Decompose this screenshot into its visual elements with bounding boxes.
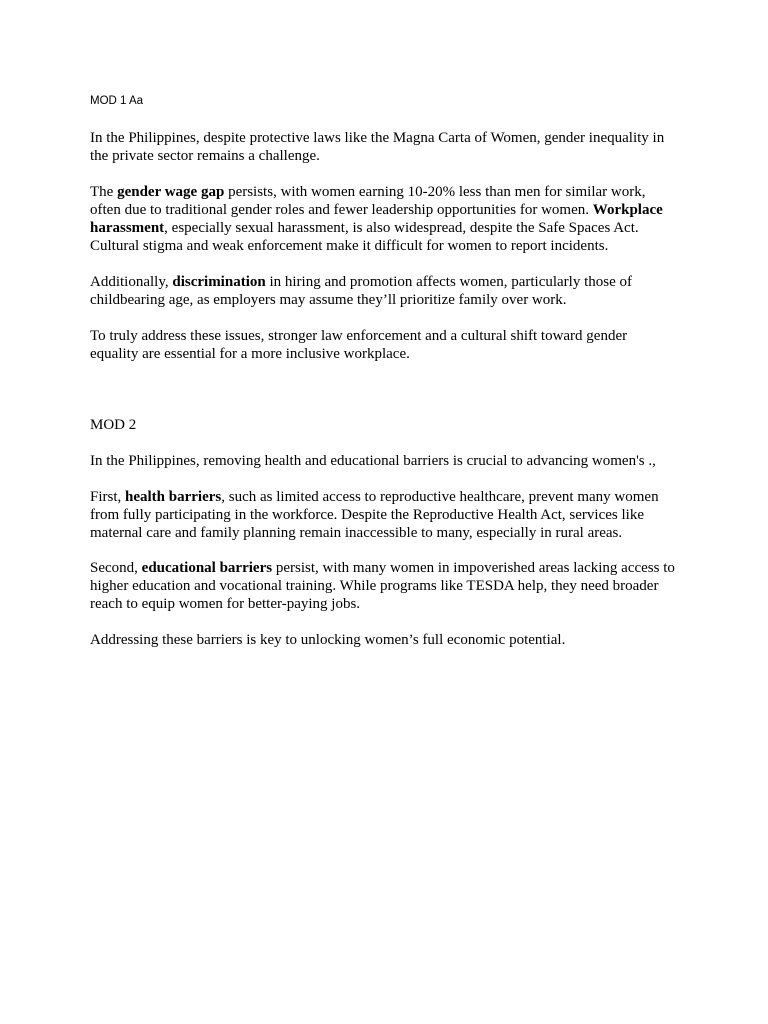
text-line [90, 506, 659, 524]
text-run: Addressing these barriers is key to unlocking women’s full economic potential. [90, 632, 566, 648]
text-line [90, 488, 659, 506]
mod1-paragraph-intro [90, 129, 664, 165]
text-run: , especially sexual harassment, is also widespread, despite the Safe Spaces Act. [164, 220, 639, 236]
text-run: from fully participating in the workforce. Despite the Reproductive Health Act, services like [90, 507, 644, 523]
text-run: Additionally, [90, 274, 173, 290]
text-run: the private sector remains a challenge. [90, 148, 320, 164]
text-run: persist, with many women in impoverished areas lacking access to [272, 560, 675, 576]
text-run: often due to traditional gender roles and fewer leadership opportunities for women. [90, 202, 593, 218]
text-line [90, 219, 663, 237]
bold-term: gender wage gap [117, 184, 225, 200]
text-run: reach to equip women for better-paying jobs. [90, 596, 361, 612]
text-line [90, 201, 663, 219]
text-line [90, 327, 627, 345]
mod1-paragraph-conclusion [90, 327, 627, 363]
mod1-paragraph-wage-gap [90, 183, 663, 255]
text-run: Second, [90, 560, 142, 576]
mod1-paragraph-discrimination [90, 273, 632, 309]
text-line [90, 183, 663, 201]
text-run: equality are essential for a more inclusive workplace. [90, 346, 410, 362]
text-line [90, 595, 675, 613]
mod2-heading-block [90, 416, 136, 434]
text-run: The [90, 184, 118, 200]
bold-term: discrimination [172, 274, 266, 290]
text-line [90, 147, 664, 165]
text-run: persists, with women earning 10-20% less than men for similar work, [224, 184, 646, 200]
text-run: To truly address these issues, stronger law enforcement and a cultural shift toward gender [90, 328, 628, 344]
text-line [90, 452, 656, 470]
mod1-heading: MOD 1 Aa [90, 95, 144, 107]
bold-term: Workplace [592, 202, 663, 218]
text-run: higher education and vocational training. While programs like TESDA help, they need broader [90, 578, 659, 594]
text-run: maternal care and family planning remain inaccessible to many, especially in rural areas. [90, 525, 623, 541]
mod2-paragraph-education [90, 559, 675, 613]
bold-term: educational barriers [141, 560, 273, 576]
bold-term: harassment [90, 220, 165, 236]
text-line [90, 577, 675, 595]
text-line [90, 631, 565, 649]
text-run: Cultural stigma and weak enforcement make it difficult for women to report incidents. [90, 238, 609, 254]
mod2-paragraph-conclusion [90, 631, 565, 649]
bold-term: health barriers [125, 489, 222, 505]
text-line [90, 237, 663, 255]
text-line [90, 129, 664, 147]
text-line [90, 291, 632, 309]
text-line [90, 345, 627, 363]
text-run: In the Philippines, despite protective laws like the Magna Carta of Women, gender inequality in [90, 130, 665, 146]
mod2-paragraph-health [90, 488, 659, 542]
text-line [90, 524, 659, 542]
text-line [90, 273, 632, 291]
text-line [90, 559, 675, 577]
text-run: In the Philippines, removing health and educational barriers is crucial to advancing women's ., [90, 453, 656, 469]
text-run: First, [90, 489, 126, 505]
mod2-heading: MOD 2 [90, 417, 137, 433]
text-run: childbearing age, as employers may assume they’ll prioritize family over work. [90, 292, 567, 308]
text-run: in hiring and promotion affects women, particularly those of [265, 274, 633, 290]
mod2-paragraph-intro [90, 452, 656, 470]
text-run: , such as limited access to reproductive healthcare, prevent many women [221, 489, 659, 505]
